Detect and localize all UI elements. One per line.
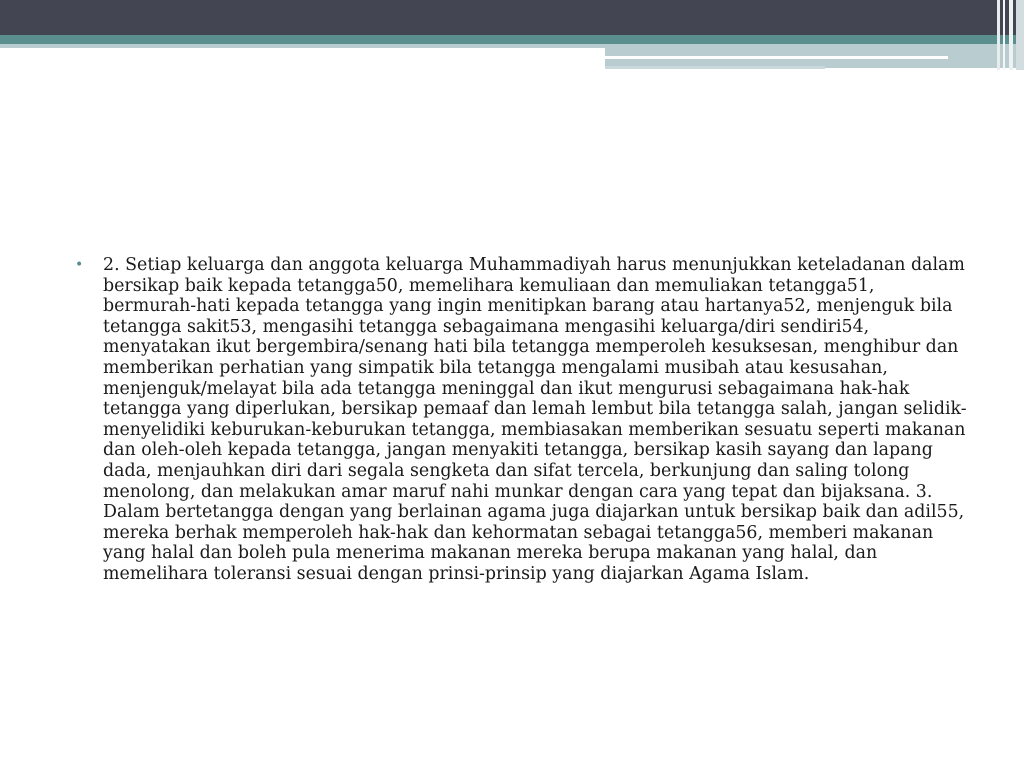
header-dark-band <box>0 0 1024 35</box>
header-vertical-stripes <box>994 0 1024 70</box>
header-accent-line <box>605 56 948 59</box>
header-light-band <box>0 44 605 48</box>
stripe <box>1016 0 1024 70</box>
stripe <box>1003 0 1005 70</box>
bullet-paragraph: 2. Setiap keluarga dan anggota keluarga Muhammadiyah harus menunjukkan keteladanan dalam bersikap baik kepada tetangga50, memelihara kemuliaan dan memuliakan tetangga51, bermurah-hati kepada tetangga yang ingin menitipkan barang atau hartanya52, menjenguk bila tetangga sakit53, mengasihi tetangga sebagaimana mengasihi keluarga/diri sendiri54, menyatakan ikut bergembira/senang hati bila tetangga memperoleh kesuksesan, menghibur dan memberikan perhatian yang simpatik bila tetangga mengalami musibah atau kesusahan, menjenguk/melayat bila ada tetangga meninggal dan ikut mengurusi sebagaimana hak-hak tetangga yang diperlukan, bersikap pemaaf dan lemah lembut bila tetangga salah, jangan selidik-menyelidiki keburukan-keburukan tetangga, membiasakan memberikan sesuatu seperti makanan dan oleh-oleh kepada tetangga, jangan menyakiti tetangga, bersikap kasih sayang dan lapang dada, menjauhkan diri dari segala sengketa dan sifat tercela, berkunjung dan saling tolong menolong, dan melakukan amar maruf nahi munkar dengan cara yang tepat dan bijaksana. 3. Dalam bertetangga dengan yang berlainan agama juga diajarkan untuk bersikap baik dan adil55, mereka berhak memperoleh hak-hak dan kehormatan sebagai tetangga56, memberi makanan yang halal dan boleh pula menerima makanan mereka berupa makanan yang halal, dan memelihara toleransi sesuai dengan prinsi-prinsip yang diajarkan Agama Islam. <box>103 255 967 584</box>
stripe <box>1009 0 1013 70</box>
header-accent-tail <box>605 66 825 69</box>
bullet-icon: • <box>75 257 84 273</box>
bullet-item <box>75 255 970 585</box>
slide-content <box>75 255 970 585</box>
header-teal-band <box>0 35 1024 44</box>
stripe <box>997 0 1000 70</box>
